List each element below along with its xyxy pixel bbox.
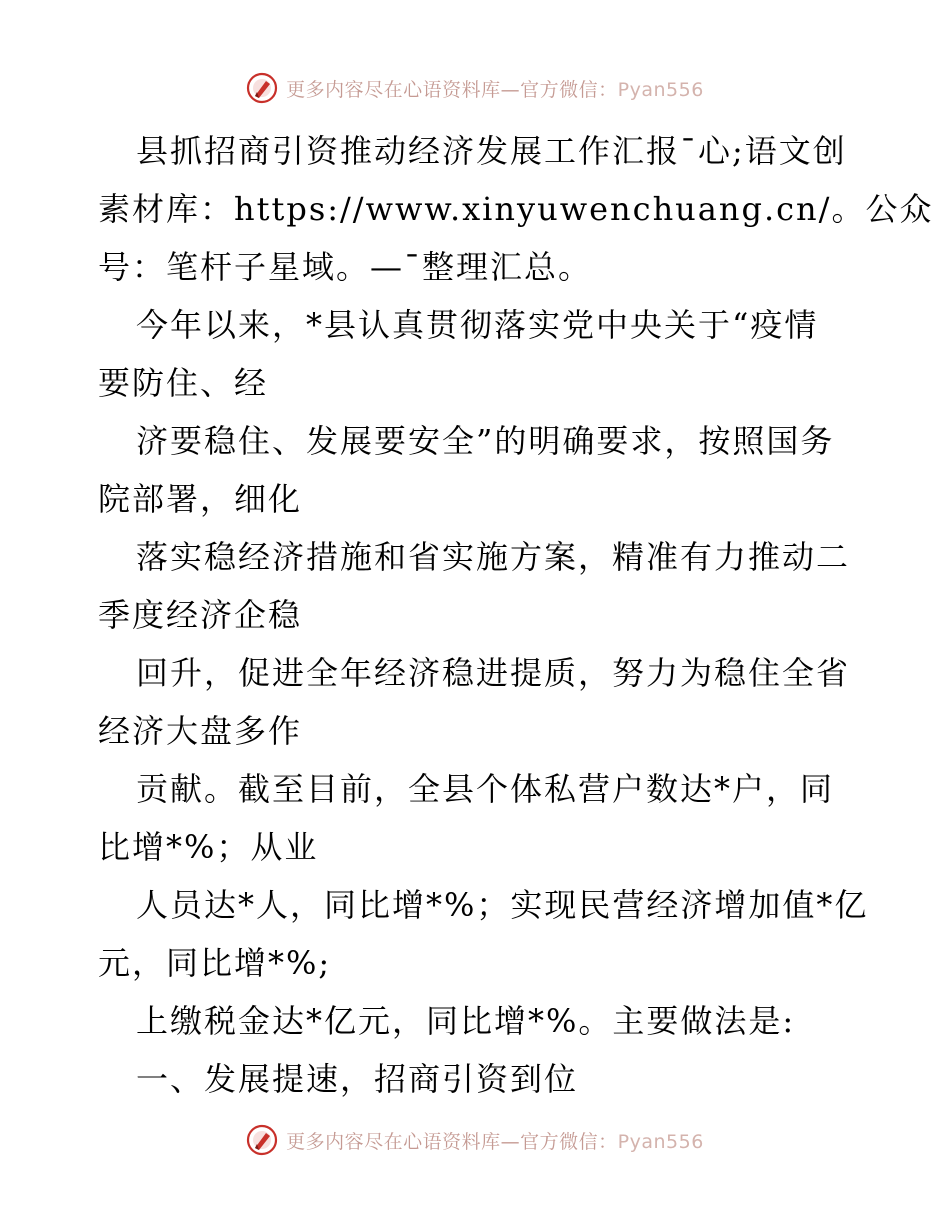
header-watermark bbox=[0, 68, 950, 108]
pen-logo-icon bbox=[246, 1124, 278, 1156]
body-text-line: 人员达*人，同比增*%；实现民营经济增加值*亿 bbox=[136, 886, 869, 924]
body-text-line: 元，同比增*%; bbox=[98, 944, 332, 982]
body-text-line: 季度经济企稳 bbox=[98, 596, 303, 634]
watermark-id: Pyan556 bbox=[617, 1130, 704, 1153]
body-text-line: 贡献。截至目前，全县个体私营户数达*户，同 bbox=[136, 770, 835, 808]
watermark-text: 更多内容尽在心语资料库—官方微信： bbox=[286, 78, 618, 101]
body-text-line: 县抓招商引资推动经济发展工作汇报¯心;语文创 bbox=[136, 132, 847, 170]
body-text-line: 济要稳住、发展要安全”的明确要求，按照国务 bbox=[136, 422, 835, 460]
body-text-line: 今年以来，*县认真贯彻落实党中央关于“疫情 bbox=[136, 306, 819, 344]
body-text-line: 要防住、经 bbox=[98, 364, 269, 402]
pen-logo-icon bbox=[246, 72, 278, 104]
watermark-text: 更多内容尽在心语资料库—官方微信： bbox=[286, 1130, 618, 1153]
body-text-line: 院部署，细化 bbox=[98, 480, 303, 518]
watermark-id: Pyan556 bbox=[617, 78, 704, 101]
body-text-line: 号：笔杆子星域。—¯整理汇总。 bbox=[98, 248, 593, 286]
body-text-line: 一、发展提速，招商引资到位 bbox=[136, 1060, 579, 1098]
body-text-line: 比增*%；从业 bbox=[98, 828, 319, 866]
footer-watermark bbox=[0, 1120, 950, 1160]
body-text-line: 素材库：https://www.xinyuwenchuang.cn/。公众 bbox=[98, 190, 934, 228]
body-text-line: 上缴税金达*亿元，同比增*%。主要做法是: bbox=[136, 1002, 796, 1040]
body-text-line: 落实稳经济措施和省实施方案，精准有力推动二 bbox=[136, 538, 851, 576]
body-text-line: 经济大盘多作 bbox=[98, 712, 303, 750]
body-text-line: 回升，促进全年经济稳进提质，努力为稳住全省 bbox=[136, 654, 851, 692]
document-body bbox=[98, 122, 934, 1108]
